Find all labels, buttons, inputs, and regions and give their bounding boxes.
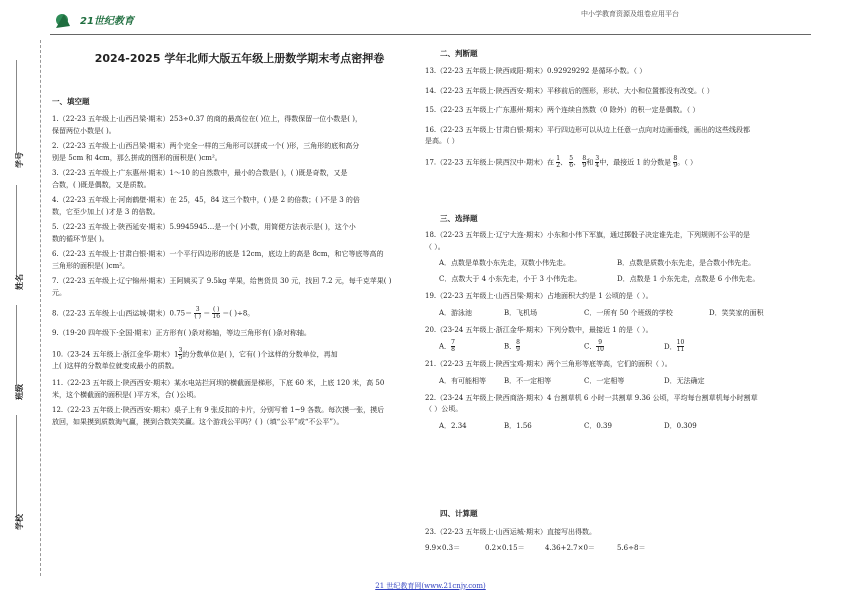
- header-rule: [50, 34, 811, 35]
- question-8: 8.（22-23 五年级上·山西运城·期末）0.75＝ $\frac{3}{( )}$ ＝ $\frac{( )}{16}$ ＝( )÷8。: [52, 306, 255, 320]
- binding-dashed-line: [40, 40, 41, 576]
- question-4: 4.（22-23 五年级上·河南鹤壁·期末）在 25，45，84 这三个数中，( )是 2 的倍数；( )不是 3 的倍 数，它至少加上( )才是 3 的倍数。: [52, 196, 360, 216]
- question-1: 1.（22-23 五年级上·山西吕梁·期末）253÷0.37 的商的最高位在( )位上，得数保留一位小数是( )， 保留两位小数是( )。: [52, 115, 362, 135]
- logo-text: 21世纪教育: [80, 16, 134, 27]
- section-fill-title: 一、填空题: [52, 97, 90, 106]
- name-label: 姓名: [14, 274, 24, 290]
- choice-questions: [425, 230, 825, 432]
- question-9: 9.（19-20 四年级下·全国·期末）正方形有( )条对称轴，等边三角形有( )条对称轴。: [52, 329, 311, 337]
- exam-title: 2024-2025 学年北师大版五年级上册数学期末考点密押卷: [94, 52, 385, 65]
- question-21-options: [425, 376, 825, 387]
- option-a: A．游泳池: [439, 308, 473, 317]
- judge-questions: [425, 66, 825, 169]
- option-c: C． $\frac{9}{10}$: [584, 339, 604, 353]
- question-23: 23.（22-23 五年级上·山西运城·期末）直接写出得数。: [425, 528, 596, 536]
- fill-questions: [52, 114, 430, 428]
- option-c: C．一所有 50 个班级的学校: [584, 308, 673, 317]
- question-12: 12.（22-23 五年级上·陕西西安·期末）桌子上有 9 张反扣的卡片，分别写着 1~9 各数。每次摸一张，摸后 放回，如果摸到质数淘气赢，摸到合数笑笑赢。这个游戏公平吗？( )（填“公平”或“不公平”）。: [52, 406, 385, 426]
- option-d: D．点数是 1 小东先走，点数是 6 小伟先走。: [617, 275, 760, 283]
- question-10: 10.（23-24 五年级上·浙江金华·期末）1 $\frac{3}{5}$ 的分数单位是( )，它有( )个这样的分数单位，再加 上( )这样的分数单位就变成最小的质数。: [52, 346, 338, 370]
- question-13: 13.（22-23 五年级上·陕西咸阳·期末）0.92929292 是循环小数。（ ）: [425, 67, 647, 75]
- option-c: C．点数大于 4 小东先走，小于 3 小伟先走。: [439, 275, 582, 283]
- calc-item: 4.36+2.7×0＝: [545, 543, 595, 552]
- question-3: 3.（22-23 五年级上·广东惠州·期末）1～10 的自然数中，最小的合数是( )，( )既是奇数，又是 合数，( )既是偶数，又是质数。: [52, 169, 348, 189]
- calc-item: 9.9×0.3＝: [425, 543, 461, 552]
- question-22: 22.（23-24 五年级上·陕西商洛·期末）4 台割草机 6 小时一共割草 9.36 公顷，平均每台割草机每小时割草 （ ）公顷。: [425, 393, 758, 413]
- question-15: 15.（22-23 五年级上·广东惠州·期末）两个连续自然数（0 除外）的积一定是偶数。（ ）: [425, 106, 700, 114]
- question-20-options: [425, 340, 825, 353]
- question-17: 17.（22-23 五年级上·陕西汉中·期末）在 $\frac{1}{2}$ 、 $\frac{5}{6}$ 、 $\frac{8}{9}$ 和 $\frac{3}{4}$ 中，最接近 1 的分数是 $\frac{8}{9}$ 。（ ）: [425, 154, 697, 169]
- platform-name: 中小学教育资源及组卷应用平台: [581, 10, 679, 18]
- question-2: 2.（22-23 五年级上·山西吕梁·期末）两个完全一样的三角形可以拼成一个( )形，三角形的底和高分 别是 5cm 和 4cm，那么拼成的图形的面积是( )cm²。: [52, 142, 360, 162]
- calc-questions: [425, 527, 825, 554]
- question-18-options: [425, 258, 825, 285]
- option-a: A．2.34: [439, 421, 467, 430]
- option-d: D． $\frac{10}{11}$: [664, 339, 685, 353]
- option-a: A．有可能相等: [439, 376, 487, 385]
- question-18: 18.（22-23 五年级上·辽宁大连·期末）小东和小伟下军旗，通过掷骰子决定谁先走，下列规则不公平的是 （ ）。: [425, 231, 750, 251]
- option-b: B．点数是质数小东先走，是合数小伟先走。: [617, 259, 756, 267]
- option-b: B．1.56: [504, 421, 532, 430]
- class-label: 班级: [14, 384, 24, 400]
- question-20: 20.（23-24 五年级上·浙江金华·期末）下列分数中，最接近 1 的是（ ）。: [425, 325, 653, 334]
- option-d: D．无法确定: [664, 376, 705, 385]
- question-5: 5.（22-23 五年级上·陕西延安·期末）5.9945945…是一个( )小数，用简便方法表示是( )，这个小 数的循环节是( )。: [52, 223, 356, 243]
- student-id-label: 学号: [14, 152, 24, 168]
- school-label: 学校: [14, 514, 24, 530]
- class-line: [16, 305, 17, 385]
- question-6: 6.（22-23 五年级上·甘肃白银·期末）一个平行四边形的底是 12cm，底边上的高是 8cm，和它等底等高的 三角形的面积是( )cm²。: [52, 250, 384, 270]
- footer-link[interactable]: 21 世纪教育网(www.21cnjy.com): [375, 582, 486, 590]
- question-11: 11.（22-23 五年级上·陕西西安·期末）某水电站拦河坝的横截面是梯形，下底 60 米，上底 120 米，高 50 米，这个横截面的面积是( )平方米，合( )公顷。: [52, 379, 385, 399]
- page-header: [0, 0, 861, 34]
- question-21: 21.（22-23 五年级上·陕西宝鸡·期末）两个三角形等底等高，它们的面积（ ）。: [425, 360, 672, 368]
- question-19-options: [425, 308, 825, 319]
- question-7: 7.（22-23 五年级上·辽宁锦州·期末）王阿姨买了 9.5kg 苹果，给售货员 30 元，找回 7.2 元，每千克苹果( ) 元。: [52, 277, 392, 297]
- question-14: 14.（22-23 五年级上·陕西西安·期末）平移前后的图形，形状、大小和位置都没有改变。（ ）: [425, 86, 714, 95]
- section-choice-title: 三、选择题: [440, 214, 478, 223]
- section-judge-title: 二、判断题: [440, 49, 478, 58]
- name-line: [16, 185, 17, 275]
- question-19: 19.（22-23 五年级上·山西吕梁·期末）占地面积大约是 1 公顷的是（ ）。: [425, 292, 653, 300]
- calc-item: 0.2×0.15＝: [485, 543, 525, 552]
- section-calc-title: 四、计算题: [440, 509, 478, 518]
- student-id-line: [16, 60, 17, 155]
- option-b: B．飞机场: [504, 308, 538, 317]
- question-23-items: [425, 543, 825, 554]
- calc-item: 5.6÷8＝: [617, 543, 646, 552]
- option-c: C．0.39: [584, 421, 612, 430]
- question-22-options: [425, 421, 825, 432]
- option-a: A．点数是单数小东先走，双数小伟先走。: [439, 259, 571, 267]
- option-b: B． $\frac{8}{9}$: [504, 339, 520, 353]
- question-16: 16.（22-23 五年级上·甘肃白银·期末）平行四边形可以从边上任意一点向对边画垂线，画出的这些线段都 是高。（ ）: [425, 125, 750, 145]
- option-b: B．不一定相等: [504, 376, 552, 385]
- option-c: C．一定相等: [584, 376, 625, 385]
- option-d: D．笑笑家的面积: [709, 308, 764, 317]
- option-d: D．0.309: [664, 421, 697, 430]
- option-a: A． $\frac{7}{8}$: [439, 339, 455, 353]
- school-line: [16, 415, 17, 515]
